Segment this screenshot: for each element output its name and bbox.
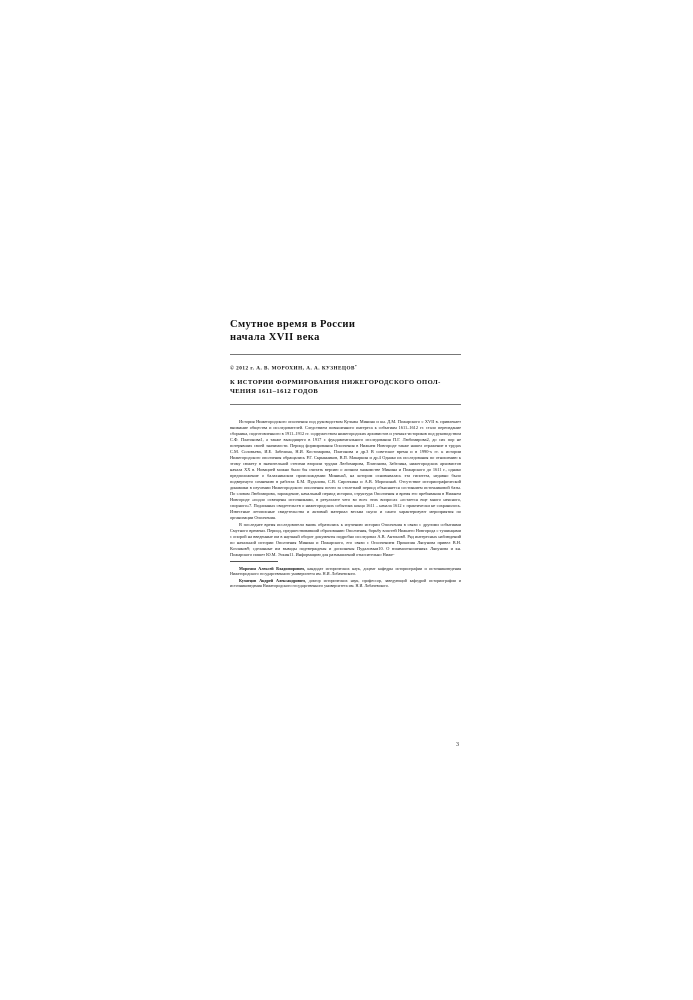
footnote-author1	[230, 566, 461, 577]
article-body	[230, 419, 461, 558]
footnote-divider	[230, 561, 278, 562]
footnote-author1-name: Морохин Алексей Владимирович,	[239, 565, 305, 571]
section-title-line2: начала XVII века	[230, 332, 320, 343]
article-page	[230, 318, 461, 589]
body-paragraph: История Нижегородского ополчения под руководством Кузьмы Минина и кн. Д.М. Пожарского с XVII в. привлекает внимание общества и исследователей. Следствием повышенного интереса к событиям 1611–1612 гг. стало переиздание сборника, подготовленного в 1911–1912 гг. содружеством нижегородских архивистов и ученых-историков под руководством С.Ф. Платонова1, а также выходящего в 1917 г. фундаментального исследования П.Г. Любомирова2, до сих пор не потерявших своей значимости. Период формирования Ополчения в Нижнем Новгороде также нашел отражение в трудах С.М. Соловьева, И.Е. Забелина, Н.И. Костомарова, Платонова и др.3 В советское время и в 1990-х гг. к истории Нижегородского ополчения обращались Р.Г. Скрынников, В.П. Макаркин и др.4 Однако их исследования по отношению к этому сюжету в значительной степени вторили трудам Любомирова, Платонова, Забелина, нижегородских архивистов начала XX в. Новацией можно было бы считать версию о личном знакомстве Минина и Пожарского до 1611 г., однако предположение о балахнинском происхождении Минина5, на котором основывалась эта гипотеза, недавно было подвергнуто сомнению в работах Б.М. Пудалова, С.В. Сироткина и А.В. Морохина6. Отсутствие историографической динамики в изучении Нижегородского ополчения почти за столетний период объясняется состоянием источниковой базы. По словам Любомирова, зарождение, начальный период истории, структура Ополчения и время его пребывания в Нижнем Новгороде «подло освещены источниками, в результате чего во всех этих вопросах «остается еще много неясного, спорного»7. Подлинных свидетельств о нижегородских событиях конца 1611 – начала 1612 г. практически не сохранилось. Известные летописные свидетельства и актовый материал весьма скупо и сжато характеризуют мероприятия по организации Ополчения.	[230, 418, 461, 521]
page-number: 3	[456, 742, 459, 748]
section-title-line1: Смутное время в России	[230, 319, 356, 330]
copyright-line	[230, 363, 461, 373]
article-title-divider	[230, 404, 461, 405]
title-divider	[230, 354, 461, 355]
footnote-author2-name: Кузнецов Андрей Александрович,	[239, 577, 306, 583]
footnote-author2	[230, 578, 461, 589]
article-title-line2: ЧЕНИЯ 1611–1612 ГОДОВ	[230, 387, 319, 395]
footnote-author2-text: доктор исторических наук, профессор, заведующий кафедрой историографии и источниковедения Нижегородского государственного университета им. Н.И. Лобачевского.	[230, 577, 461, 589]
copyright-footnote-mark: *	[354, 364, 358, 368]
copyright-authors: © 2012 г. А. В. МОРОХИН, А. А. КУЗНЕЦОВ	[230, 365, 355, 372]
article-title	[230, 378, 461, 396]
footnote-author1-text: кандидат исторических наук, доцент кафедры историографии и источниковедения Нижегородского государственного университета им. Н.И. Лобачевского.	[230, 565, 461, 577]
article-title-line1: К ИСТОРИИ ФОРМИРОВАНИЯ НИЖЕГОРОДСКОГО ОПОЛ-	[230, 378, 441, 386]
section-title	[230, 318, 461, 344]
body-paragraph: В последнее время исследователи вновь обратились к изучению истории Ополчения в связи с другими событиями Смутного времени. Период, предшествовавший образованию Ополчения, борьбу властей Нижнего Новгорода с тушинцами с опорой на введенные им в научный оборот документы подробно исследовал А.В. Антонов8. Ряд интересных наблюдений по начальной истории Ополчения Минина и Пожарского, его связи с Ополчением Прокопия Ляпунова привел В.Н. Козляков9; сделанные им выводы подтверждены и дополнены Пудаловым10. О взаимоотношениях Ляпунова и кн. Пожарского пишет Ю.М. Эскин11. Информацию для размышлений относительно Ниже-	[230, 521, 461, 557]
